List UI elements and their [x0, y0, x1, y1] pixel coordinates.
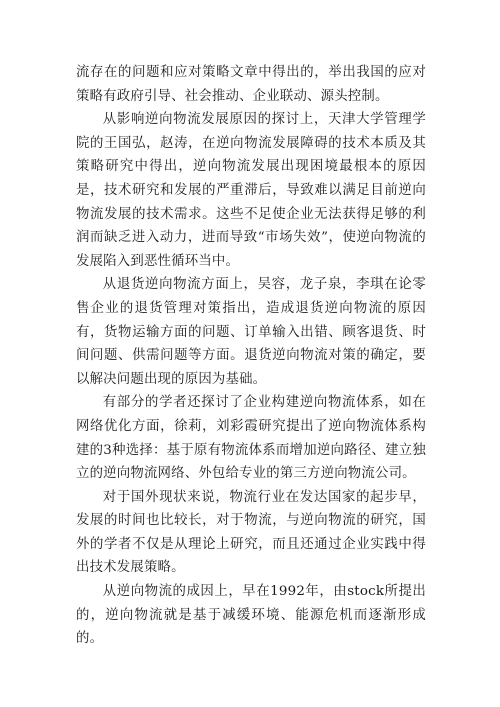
paragraph-3: 从退货逆向物流方面上，吴容，龙子泉，李琪在论零售企业的退货管理对策指出，造成退货逆向物流的原因有，货物运输方面的问题、订单输入出错、顾客退货、时间问题、供需问题等方面。退货逆向物流对策的确定，要以解决问题出现的原因为基础。	[76, 277, 426, 387]
paragraph-4: 有部分的学者还探讨了企业构建逆向物流体系，如在网络优化方面，徐莉，刘彩霞研究提出了逆向物流体系构建的3种选择：基于原有物流体系而增加逆向路径、建立独立的逆向物流网络、外包给专业的第三方逆向物流公司。	[76, 395, 426, 482]
paragraph-2: 从影响逆向物流发展原因的探讨上，天津大学管理学院的王国弘，赵涛，在逆向物流发展障碍的技术本质及其策略研究中得出，逆向物流发展出现困境最根本的原因是，技术研究和发展的严重滞后，导致难以满足目前逆向物流发展的技术需求。这些不足使企业无法获得足够的利润而缺乏进入动力，进而导致“市场失效”，使逆向物流的发展陷入到恶性循环当中。	[76, 112, 426, 269]
paragraph-6: 从逆向物流的成因上，早在1992年，由stock所提出的，逆向物流就是基于减缓环境、能源危机而逐渐形成的。	[76, 584, 426, 647]
paragraph-1: 流存在的问题和应对策略文章中得出的，举出我国的应对策略有政府引导、社会推动、企业联动、源头控制。	[76, 65, 426, 104]
paragraph-5: 对于国外现状来说，物流行业在发达国家的起步早，发展的时间也比较长，对于物流，与逆向物流的研究，国外的学者不仅是从理论上研究，而且还通过企业实践中得出技术发展策略。	[76, 489, 426, 576]
